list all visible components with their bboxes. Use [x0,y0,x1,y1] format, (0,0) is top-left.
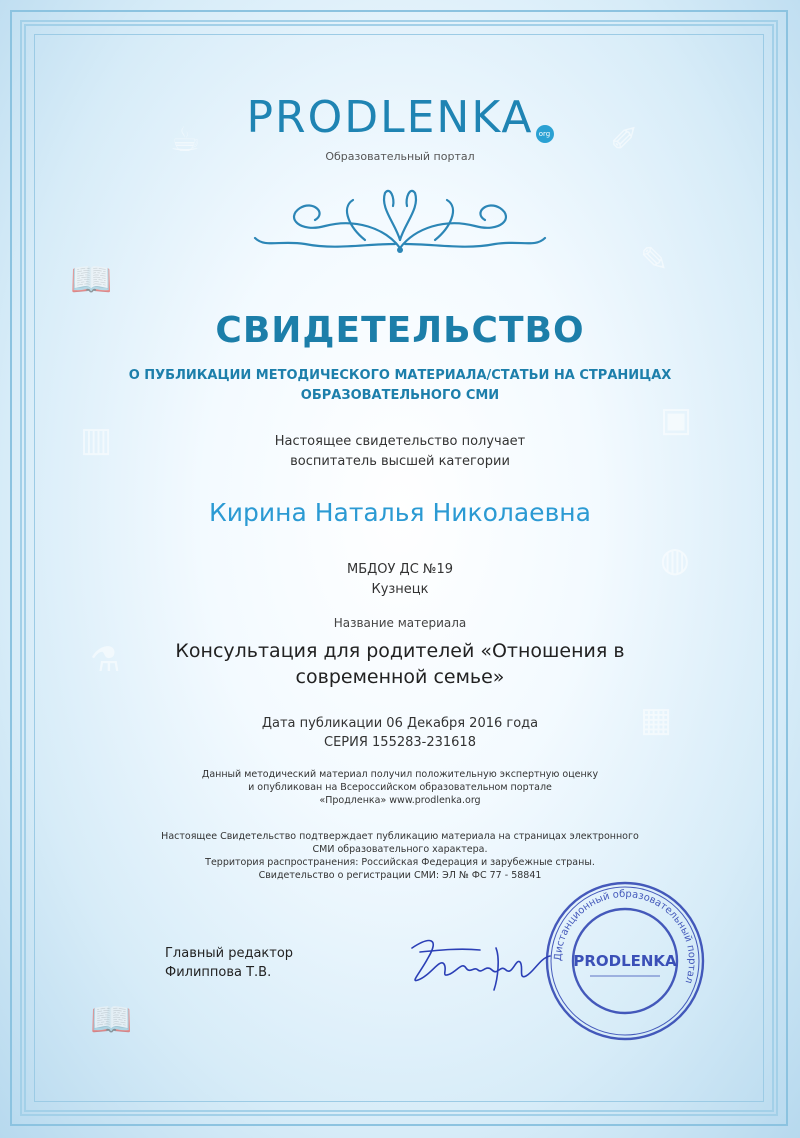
pen-icon: ✎ [640,240,669,280]
logo-text: PRODLENKA [246,92,534,143]
series-number: СЕРИЯ 155283-231618 [324,735,476,750]
logo-tagline: Образовательный портал [325,150,475,163]
intro-text: Настоящее свидетельство получает воспитатель высшей категории [274,434,526,469]
publication-date: Дата публикации 06 Декабря 2016 года [261,716,539,731]
stamp-ring-text: Дистанционный образовательный портал [552,888,698,985]
recipient-name: Кирина Наталья Николаевна [209,498,591,527]
editor-name: Филиппова Т.В. [165,965,272,980]
publication-info [0,714,800,752]
material-label: Название материала [333,616,467,630]
material-title: Консультация для родителей «Отношения в современной семье» [175,640,625,688]
flourish-ornament [245,178,555,258]
editor-role: Главный редактор [165,946,294,961]
notebook-icon: ✐ [610,120,639,160]
cup-icon: ☕ [170,120,201,160]
calculator-icon: ▦ [640,700,673,740]
stamp-center-text: PRODLENKA [573,952,677,970]
certificate-subtitle: О ПУБЛИКАЦИИ МЕТОДИЧЕСКОГО МАТЕРИАЛА/СТАТЬИ НА СТРАНИЦАХ ОБРАЗОВАТЕЛЬНОГО СМИ [128,368,672,403]
flask-icon: ⚗ [90,640,121,680]
confirmation-text: Настоящее Свидетельство подтверждает публикацию материала на страницах электронного СМИ образовательного характера. Территория распространения: Российская Федерация и зарубежные страны. Свидетельство о регистрации СМИ: ЭЛ № ФС 77 - 58841 [161,831,639,881]
logo [0,92,800,143]
briefcase-icon: ▣ [660,400,693,440]
expert-note: Данный методический материал получил положительную экспертную оценку и опубликован на Всероссийском образовательном портале «Продленка» www.prodlenka.org [201,769,599,806]
official-stamp [540,876,710,1046]
certificate-title: СВИДЕТЕЛЬСТВО [215,310,585,351]
globe-icon: ◍ [660,540,690,580]
book-icon: 📖 [70,260,113,300]
handwritten-signature [400,928,560,998]
logo-domain-badge: org [536,125,554,143]
open-book-icon: 📖 [90,1000,133,1040]
books-icon: ▥ [80,420,113,460]
editor-block [165,944,293,982]
organization: МБДОУ ДС №19 Кузнецк [346,562,453,597]
